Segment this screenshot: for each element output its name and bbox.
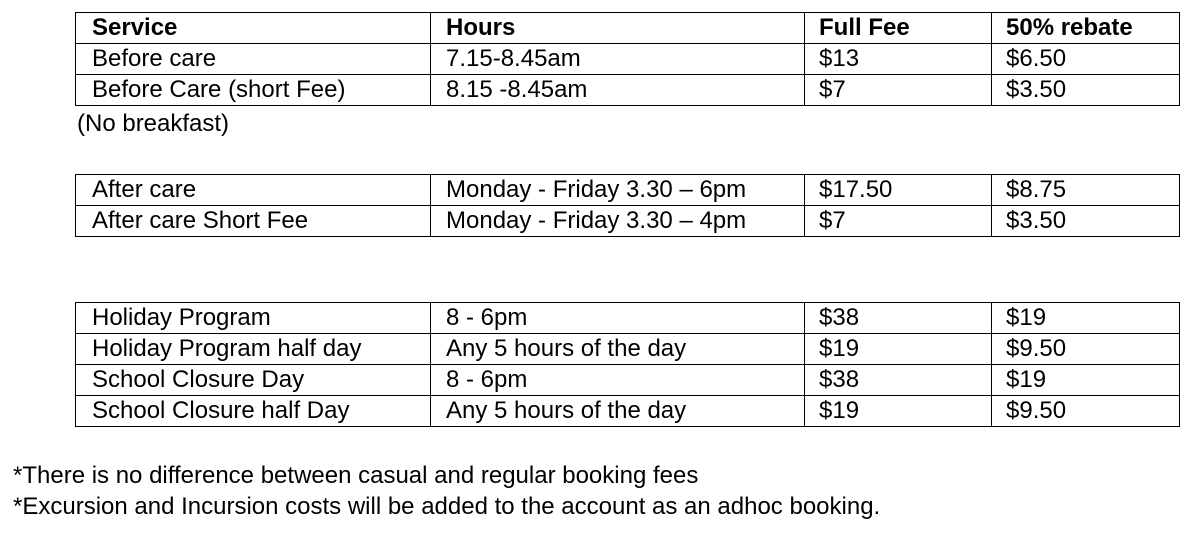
full-fee-cell: $7	[805, 206, 992, 237]
table-row	[76, 75, 1180, 106]
hours-cell: Monday - Friday 3.30 – 4pm	[431, 206, 805, 237]
full-fee-cell: $13	[805, 44, 992, 75]
table-row	[76, 206, 1180, 237]
full-fee-cell: $19	[805, 396, 992, 427]
header-rebate: 50% rebate	[992, 13, 1180, 44]
service-cell: After care	[76, 175, 431, 206]
table-row	[76, 44, 1180, 75]
footnote-excursion-costs: *Excursion and Incursion costs will be added to the account as an adhoc booking.	[13, 493, 881, 520]
rebate-cell: $9.50	[992, 396, 1180, 427]
rebate-cell: $19	[992, 365, 1180, 396]
full-fee-cell: $38	[805, 303, 992, 334]
table-row	[76, 175, 1180, 206]
hours-cell: 8 - 6pm	[431, 365, 805, 396]
after-care-fee-table	[75, 174, 1180, 237]
table-row	[76, 396, 1180, 427]
rebate-cell: $3.50	[992, 75, 1180, 106]
full-fee-cell: $17.50	[805, 175, 992, 206]
service-cell: Before care	[76, 44, 431, 75]
full-fee-cell: $38	[805, 365, 992, 396]
rebate-cell: $3.50	[992, 206, 1180, 237]
service-cell: After care Short Fee	[76, 206, 431, 237]
full-fee-cell: $19	[805, 334, 992, 365]
service-cell: School Closure Day	[76, 365, 431, 396]
header-service: Service	[76, 13, 431, 44]
hours-cell: 8 - 6pm	[431, 303, 805, 334]
no-breakfast-note: (No breakfast)	[77, 110, 230, 137]
table-header-row	[76, 13, 1180, 44]
hours-cell: Any 5 hours of the day	[431, 334, 805, 365]
rebate-cell: $9.50	[992, 334, 1180, 365]
hours-cell: 7.15-8.45am	[431, 44, 805, 75]
table-row	[76, 303, 1180, 334]
service-cell: Holiday Program half day	[76, 334, 431, 365]
hours-cell: Monday - Friday 3.30 – 6pm	[431, 175, 805, 206]
service-cell: School Closure half Day	[76, 396, 431, 427]
hours-cell: 8.15 -8.45am	[431, 75, 805, 106]
before-care-fee-table	[75, 12, 1180, 106]
header-full-fee: Full Fee	[805, 13, 992, 44]
full-fee-cell: $7	[805, 75, 992, 106]
service-cell: Before Care (short Fee)	[76, 75, 431, 106]
rebate-cell: $19	[992, 303, 1180, 334]
hours-cell: Any 5 hours of the day	[431, 396, 805, 427]
rebate-cell: $8.75	[992, 175, 1180, 206]
table-row	[76, 365, 1180, 396]
header-hours: Hours	[431, 13, 805, 44]
holiday-program-fee-table	[75, 302, 1180, 427]
table-row	[76, 334, 1180, 365]
service-cell: Holiday Program	[76, 303, 431, 334]
footnote-booking-fees: *There is no difference between casual and regular booking fees	[13, 462, 699, 489]
rebate-cell: $6.50	[992, 44, 1180, 75]
